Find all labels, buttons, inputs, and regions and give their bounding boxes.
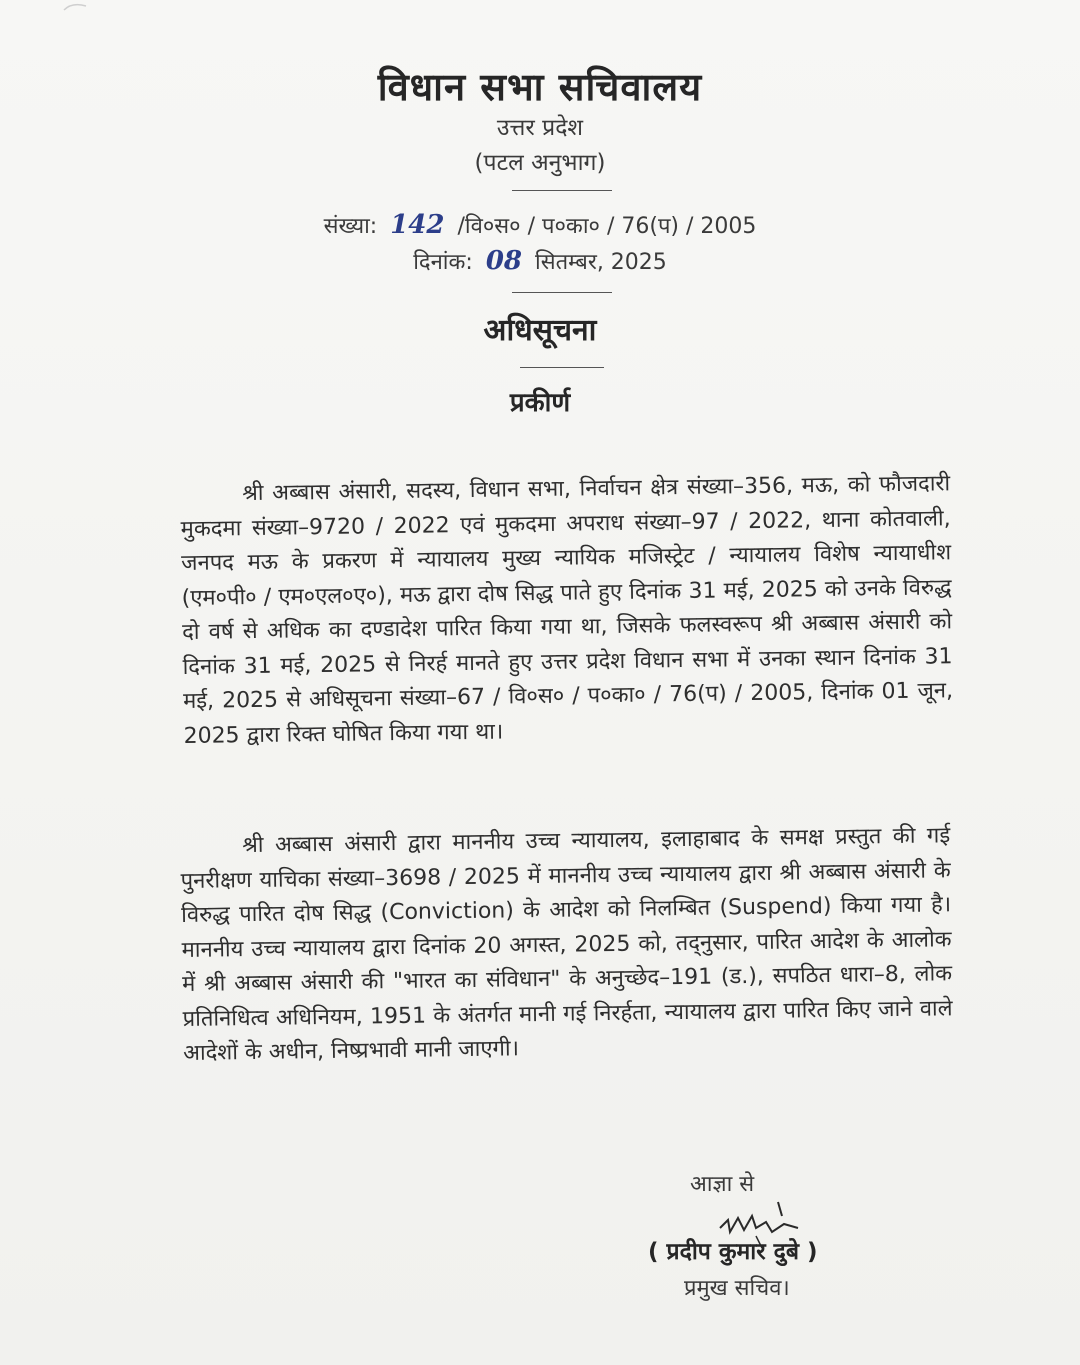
corner-scribble — [60, 0, 90, 14]
reference-number — [0, 210, 1080, 240]
state-name: उत्तर प्रदेश — [496, 115, 584, 141]
office-title: विधान सभा सचिवालय — [377, 65, 703, 109]
date-handwritten-day: 08 — [485, 246, 522, 276]
notification-heading: अधिसूचना — [483, 313, 597, 348]
by-order-text: आज्ञा से — [690, 1172, 755, 1197]
date-month-year: सितम्बर, 2025 — [535, 250, 667, 275]
section-name: (पटल अनुभाग) — [474, 150, 606, 176]
reference-suffix: /वि०स० / प०का० / 76(प) / 2005 — [457, 214, 757, 239]
signatory-designation: प्रमुख सचिव। — [684, 1276, 790, 1301]
divider-3 — [520, 367, 604, 368]
body-paragraph-1: श्री अब्बास अंसारी, सदस्य, विधान सभा, निर्वाचन क्षेत्र संख्या–356, मऊ, को फौजदारी मुकदमा संख्या–9720 / 2022 एवं मुकदमा अपराध संख्या–97 / 2022, थाना कोतवाली, जनपद मऊ के प्रकरण में न्यायालय मुख्य न्यायिक मजिस्ट्रेट / न्यायालय विशेष न्यायाधीश (एम०पी० / एम०एल०ए०), मऊ द्वारा दोष सिद्ध पाते हुए दिनांक 31 मई, 2025 को उनके विरुद्ध दो वर्ष से अधिक का दण्डादेश पारित किया गया था, जिसके फलस्वरूप श्री अब्बास अंसारी को दिनांक 31 मई, 2025 से निरर्ह मानते हुए उत्तर प्रदेश विधान सभा में उनका स्थान दिनांक 31 मई, 2025 से अधिसूचना संख्या–67 / वि०स० / प०का० / 76(प) / 2005, दिनांक 01 जून, 2025 द्वारा रिक्त घोषित किया गया था। — [180, 471, 954, 749]
reference-handwritten-number: 142 — [390, 210, 445, 240]
miscellaneous-subheading: प्रकीर्ण — [509, 388, 571, 418]
reference-label: संख्या: — [323, 214, 378, 239]
signatory-name: ( प्रदीप कुमार दुबे ) — [648, 1239, 818, 1265]
divider-2 — [512, 292, 612, 293]
reference-date — [0, 246, 1080, 276]
body-paragraph-2: श्री अब्बास अंसारी द्वारा माननीय उच्च न्यायालय, इलाहाबाद के समक्ष प्रस्तुत की गई पुनरीक्षण याचिका संख्या–3698 / 2025 में माननीय उच्च न्यायालय द्वारा श्री अब्बास अंसारी के विरुद्ध पारित दोष सिद्ध (Conviction) के आदेश को निलम्बित (Suspend) किया गया है। माननीय उच्च न्यायालय द्वारा दिनांक 20 अगस्त, 2025 को, तद्नुसार, पारित आदेश के आलोक में श्री अब्बास अंसारी की "भारत का संविधान" के अनुच्छेद–191 (ड.), सपठित धारा–8, लोक प्रतिनिधित्व अधिनियम, 1951 के अंतर्गत मानी गई निरर्हता, न्यायालय द्वारा पारित किए जाने वाले आदेशों के अधीन, निष्प्रभावी मानी जाएगी। — [180, 823, 953, 1066]
divider-1 — [512, 190, 612, 191]
date-label: दिनांक: — [413, 250, 473, 275]
